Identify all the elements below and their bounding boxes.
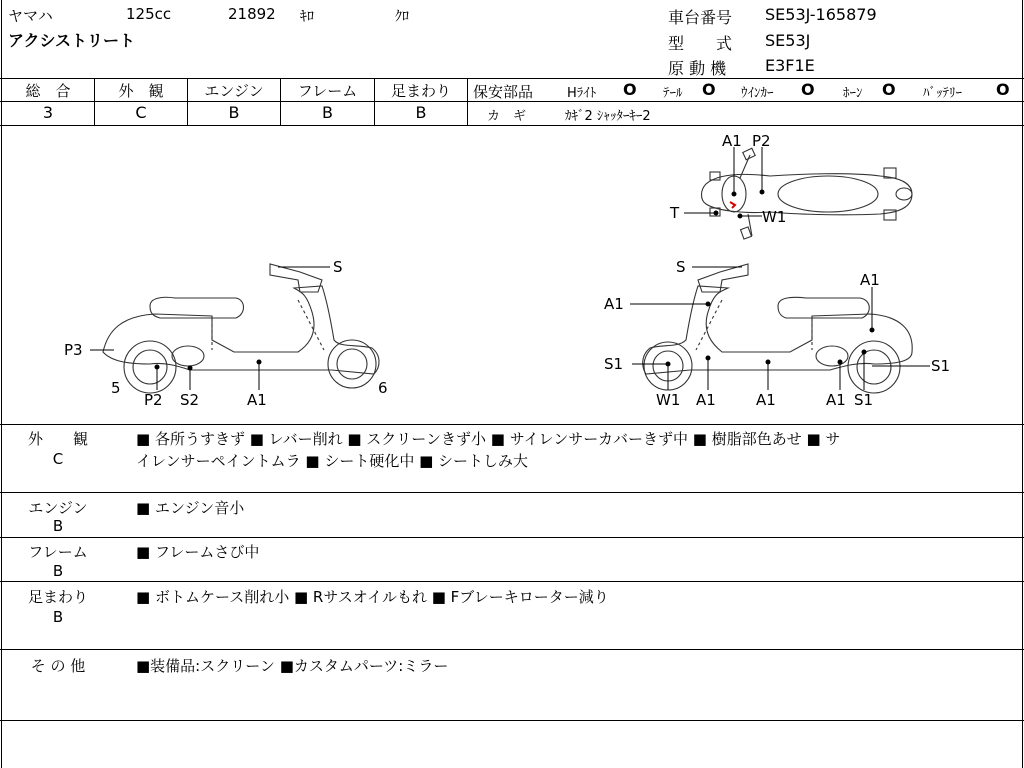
- left-label-p2: P2: [144, 391, 163, 409]
- grade-label-frame: フレーム: [297, 82, 358, 100]
- grade-value-suspension: B: [415, 103, 427, 122]
- right-label-s1-right: S1: [931, 357, 951, 375]
- remarks-div-3: [0, 581, 1024, 582]
- remark-category-engine: エンジン: [28, 499, 88, 517]
- grade-table-mid: [0, 101, 468, 102]
- grade-label-suspension: 足まわり: [390, 82, 451, 100]
- right-label-a1-b1: A1: [696, 391, 716, 409]
- grade-value-frame: B: [322, 103, 333, 122]
- engine-code: E3F1E: [765, 56, 815, 75]
- safety-headlight-mark: O: [623, 80, 637, 99]
- top-label-t: T: [670, 204, 680, 222]
- right-label-a1-b2: A1: [756, 391, 776, 409]
- left-label-s2: S2: [180, 391, 200, 409]
- remark-text-exterior-2: イレンサーペイントムラ ■ シート硬化中 ■ シートしみ大: [136, 452, 529, 470]
- left-label-6: 6: [378, 379, 388, 397]
- remark-text-exterior-1: ■ 各所うすきず ■ レバー削れ ■ スクリーンきず小 ■ サイレンサーカバーきず中 ■ 樹脂部色あせ ■ サ: [136, 430, 841, 448]
- safety-battery-mark: O: [996, 80, 1010, 99]
- safety-horn-label: ﾎｰﾝ: [843, 86, 863, 101]
- maker: ヤマハ: [8, 7, 53, 25]
- grade-value-overall: 3: [42, 103, 54, 122]
- model-label: 型 式: [668, 34, 733, 53]
- right-label-a1-b3: A1: [826, 391, 846, 409]
- displacement: 125cc: [126, 5, 172, 23]
- safety-mid: [468, 101, 1024, 102]
- remark-category-frame: フレーム: [28, 543, 88, 561]
- remarks-top: [0, 424, 1024, 425]
- damage-mark: [730, 202, 735, 208]
- remarks-div-2: [0, 537, 1024, 538]
- frame-no: SE53J-165879: [765, 5, 877, 24]
- safety-label: 保安部品: [473, 83, 534, 101]
- safety-tail-label: ﾃｰﾙ: [663, 86, 683, 101]
- engine-label: 原 動 機: [668, 59, 727, 78]
- grade-div-5: [467, 78, 468, 125]
- left-label-p3: P3: [64, 341, 83, 359]
- right-label-s1-b: S1: [854, 391, 874, 409]
- remark-text-suspension: ■ ボトムケース削れ小 ■ Rサスオイルもれ ■ Fブレーキローター減り: [136, 588, 609, 606]
- color: ｸﾛ: [395, 9, 409, 25]
- safety-horn-mark: O: [882, 80, 896, 99]
- right-label-w1: W1: [656, 391, 681, 409]
- remark-category-suspension: 足まわり: [27, 588, 88, 606]
- safety-winker-label: ｳｲﾝｶｰ: [741, 86, 774, 101]
- scooter-left-view: [103, 264, 379, 393]
- right-label-s: S: [676, 258, 686, 276]
- top-label-a1: A1: [722, 132, 742, 150]
- remark-text-other: ■装備品:スクリーン ■カスタムパーツ:ミラー: [136, 657, 449, 675]
- border-bottom: [0, 720, 1024, 721]
- key-label: カ ギ: [487, 109, 527, 124]
- right-label-s1-left: S1: [604, 355, 624, 373]
- remark-text-frame: ■ フレームさび中: [136, 543, 260, 561]
- safety-battery-label: ﾊﾞｯﾃﾘｰ: [923, 86, 962, 101]
- frame-no-label: 車台番号: [668, 8, 733, 27]
- left-label-a1: A1: [247, 391, 267, 409]
- safety-headlight-label: Hﾗｲﾄ: [567, 86, 597, 101]
- model-code: SE53J: [765, 31, 811, 50]
- remark-category-exterior: 外 観: [27, 430, 88, 448]
- top-label-p2: P2: [752, 132, 771, 150]
- mileage: 21892: [228, 5, 276, 23]
- mileage-unit: ｷﾛ: [300, 9, 314, 25]
- key-value: ｶｷﾞ2 ｼｬｯﾀｰｷｰ2: [565, 109, 651, 124]
- grade-table-top: [0, 78, 1024, 79]
- grade-label-engine: エンジン: [204, 82, 264, 100]
- remark-grade-frame: B: [52, 562, 64, 580]
- remark-grade-suspension: B: [52, 608, 64, 626]
- grade-value-engine: B: [228, 103, 240, 122]
- right-label-a1-body: A1: [604, 295, 624, 313]
- grade-label-exterior: 外 観: [118, 82, 164, 100]
- remark-text-engine: ■ エンジン音小: [136, 499, 245, 517]
- diagram-area: [0, 125, 1024, 425]
- top-label-w1: W1: [762, 208, 787, 226]
- grade-label-overall: 総 合: [25, 82, 71, 100]
- grade-value-exterior: C: [135, 103, 147, 122]
- remarks-div-4: [0, 649, 1024, 650]
- remarks-div-1: [0, 492, 1024, 493]
- safety-winker-mark: O: [801, 80, 815, 99]
- left-label-5: 5: [111, 379, 121, 397]
- remark-category-other: そ の 他: [30, 657, 86, 675]
- remark-grade-exterior: C: [52, 450, 64, 468]
- right-label-a1-top: A1: [860, 271, 880, 289]
- model-name: アクシストリート: [8, 31, 136, 50]
- safety-tail-mark: O: [702, 80, 716, 99]
- remark-grade-engine: B: [52, 517, 64, 535]
- left-label-s: S: [333, 258, 343, 276]
